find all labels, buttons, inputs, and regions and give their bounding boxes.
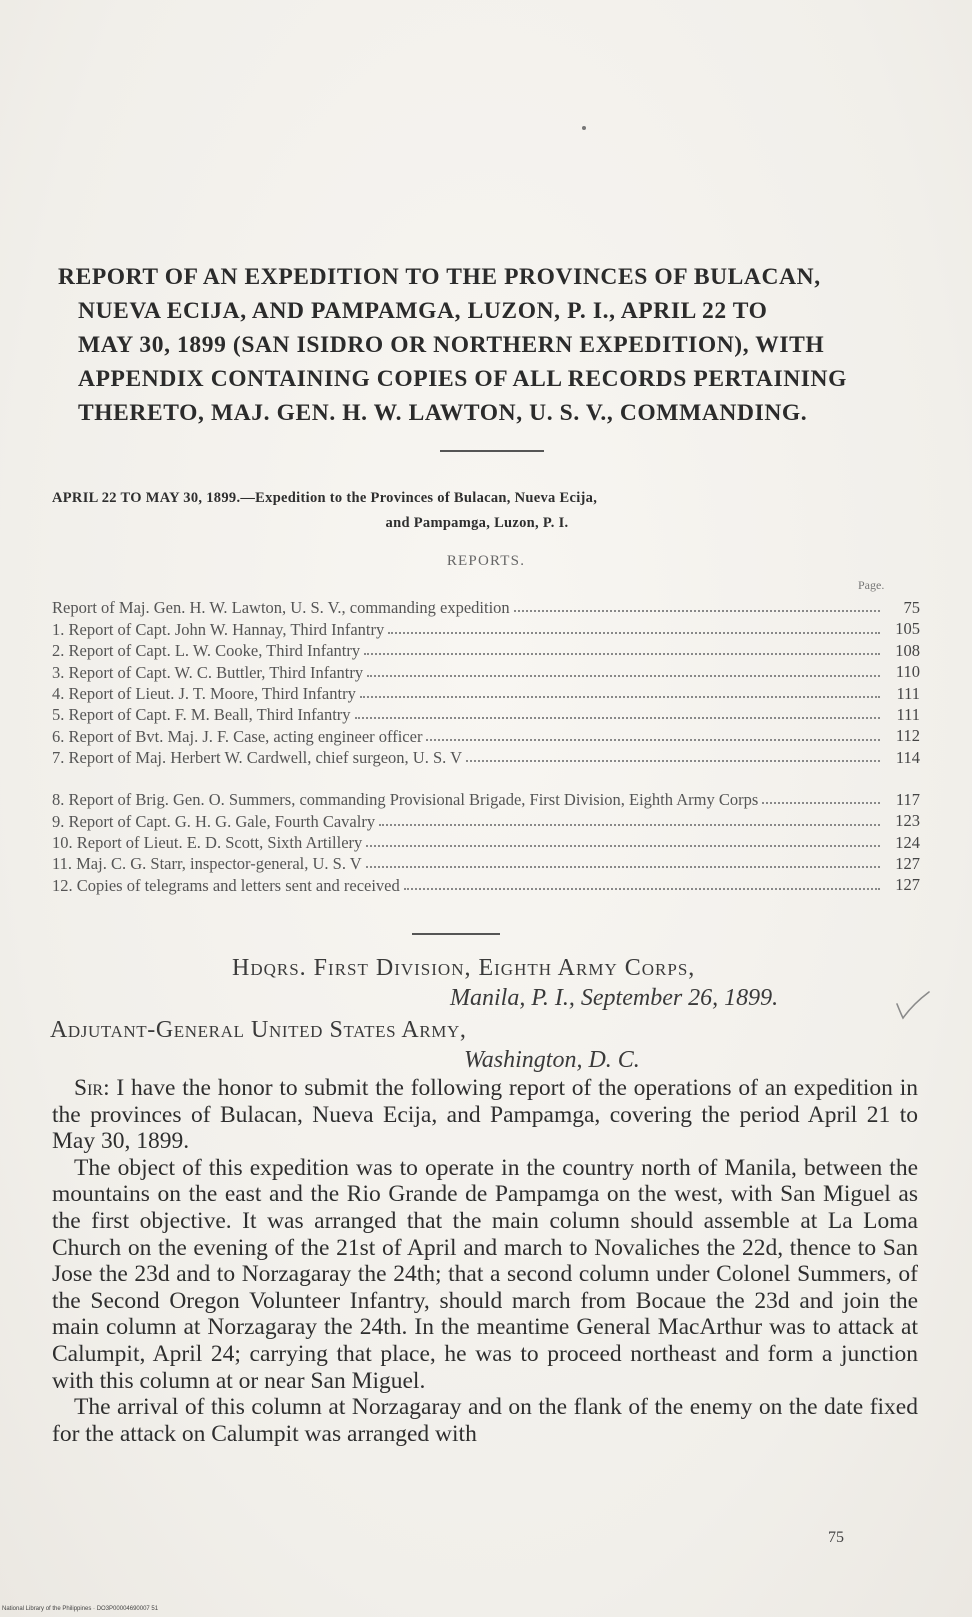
toc-leader-dots (367, 675, 880, 677)
toc-entry (52, 810, 920, 831)
scan-footer: National Library of the Philippines · DO3P00004690007 51 (2, 1606, 159, 1612)
title-line: NUEVA ECIJA, AND PAMPAMGA, LUZON, P. I., APRIL 22 TO (78, 298, 768, 324)
letter-body (52, 1075, 918, 1447)
toc-entry-page: 124 (895, 832, 920, 852)
toc-entry-label: 6. Report of Bvt. Maj. J. F. Case, acting engineer officer (52, 726, 423, 746)
toc-entry-label: 7. Report of Maj. Herbert W. Cardwell, chief surgeon, U. S. V (52, 748, 462, 768)
toc-entry-page: 117 (895, 789, 920, 809)
subheading-line-2: and Pampamga, Luzon, P. I. (385, 515, 569, 531)
body-paragraph: The object of this expedition was to operate in the country north of Manila, between the mountains on the east and the Rio Grande de Pampamga on the west, with San Miguel as the first objective. It was arranged that the main column should assemble at La Loma Church on the evening of the 21st of April and march to Novaliches the 22d, thence to San Jose the 23d and to Norzagaray the 24th; that a second column under Colonel Summers, of the Second Oregon Volunteer Infantry, should march from Bocaue the 23d and join the main column at Norzagaray the 24th. In the meantime General MacArthur was to attack at Calumpit, April 24; carrying that place, he was to proceed northeast and form a junction with this column at or near San Miguel. (52, 1154, 918, 1394)
paragraph-text: I have the honor to submit the following report of the operations of an expedition in the provinces of Bulacan, Nueva Ecija, and Pampamga, covering the period April 21 to May 30, 1899. (52, 1075, 918, 1155)
toc-leader-dots (388, 632, 880, 634)
toc-entry (52, 832, 920, 853)
toc-leader-dots (366, 866, 880, 868)
toc-entry-label: 5. Report of Capt. F. M. Beall, Third Infantry (52, 705, 351, 725)
toc-leader-dots (360, 696, 880, 698)
table-of-contents (52, 597, 920, 896)
paper-speck (582, 126, 586, 130)
toc-entry-label: Report of Maj. Gen. H. W. Lawton, U. S. V., commanding expedition (52, 598, 510, 618)
toc-entry-label: 2. Report of Capt. L. W. Cooke, Third Infantry (52, 641, 361, 661)
toc-entry-page: 111 (896, 683, 920, 703)
toc-entry-page: 105 (895, 619, 920, 639)
toc-entry (52, 640, 920, 661)
toc-leader-dots (366, 845, 880, 847)
body-paragraph (52, 1075, 918, 1155)
toc-entry (52, 661, 920, 682)
toc-entry (52, 597, 920, 618)
place-date-line: Manila, P. I., September 26, 1899. (450, 985, 779, 1011)
toc-leader-dots (514, 610, 880, 612)
toc-entry-page: 110 (895, 662, 920, 682)
toc-entry-page: 108 (895, 640, 920, 660)
addressee-place-line: Washington, D. C. (464, 1047, 640, 1073)
toc-entry (52, 704, 920, 725)
report-title (58, 260, 928, 430)
toc-leader-dots (404, 888, 880, 890)
title-line: APPENDIX CONTAINING COPIES OF ALL RECORDS PERTAINING (78, 366, 847, 392)
salutation: Sir: (74, 1075, 110, 1101)
toc-entry-page: 111 (896, 704, 920, 724)
page-column-heading: Page. (858, 578, 885, 592)
toc-leader-dots (355, 717, 880, 719)
toc-entry (52, 618, 920, 639)
toc-entry (52, 853, 920, 874)
title-line: THERETO, MAJ. GEN. H. W. LAWTON, U. S. V., COMMANDING. (78, 400, 808, 426)
addressee-line: Adjutant-General United States Army, (50, 1017, 467, 1043)
toc-entry (52, 874, 920, 895)
toc-entry-label: 9. Report of Capt. G. H. G. Gale, Fourth Cavalry (52, 811, 376, 831)
page-number: 75 (828, 1529, 844, 1546)
title-line: MAY 30, 1899 (SAN ISIDRO OR NORTHERN EXPEDITION), WITH (78, 332, 825, 358)
toc-entry-label: 1. Report of Capt. John W. Hannay, Third Infantry (52, 619, 385, 639)
reports-heading: REPORTS. (446, 553, 526, 569)
toc-entry-label: 10. Report of Lieut. E. D. Scott, Sixth Artillery (52, 832, 363, 852)
toc-leader-dots (364, 653, 880, 655)
subheading-line-1: APRIL 22 TO MAY 30, 1899.—Expedition to the Provinces of Bulacan, Nueva Ecija, (52, 490, 598, 506)
toc-entry (52, 725, 920, 746)
toc-entry-page: 75 (903, 597, 920, 617)
toc-entry-page: 123 (895, 811, 920, 831)
toc-entry-label: 12. Copies of telegrams and letters sent and received (52, 875, 400, 895)
toc-entry (52, 747, 920, 768)
toc-entry-label: 11. Maj. C. G. Starr, inspector-general, U. S. V (52, 854, 362, 874)
toc-entry-label: 8. Report of Brig. Gen. O. Summers, commanding Provisional Brigade, First Division, Eighth Army Corps (52, 790, 759, 810)
toc-entry-page: 127 (895, 853, 920, 873)
toc-entry (52, 683, 920, 704)
toc-entry-label: 3. Report of Capt. W. C. Buttler, Third Infantry (52, 662, 364, 682)
expedition-subheading (52, 486, 922, 536)
sender-line: Hdqrs. First Division, Eighth Army Corps, (232, 955, 696, 981)
body-paragraph: The arrival of this column at Norzagaray and on the flank of the enemy on the date fixed for the attack on Calumpit was arranged with (52, 1394, 918, 1447)
toc-entry-label: 4. Report of Lieut. J. T. Moore, Third Infantry (52, 683, 356, 703)
toc-entry-page: 112 (895, 726, 920, 746)
toc-entry-page: 127 (895, 875, 920, 895)
toc-entry (52, 768, 920, 810)
section-divider (412, 933, 500, 935)
toc-leader-dots (466, 760, 880, 762)
toc-leader-dots (762, 802, 880, 804)
toc-entry-page: 114 (895, 747, 920, 767)
toc-leader-dots (379, 824, 880, 826)
title-divider (440, 450, 544, 452)
toc-leader-dots (426, 739, 880, 741)
title-line: REPORT OF AN EXPEDITION TO THE PROVINCES OF BULACAN, (58, 264, 821, 290)
pencil-checkmark-icon (895, 990, 931, 1020)
